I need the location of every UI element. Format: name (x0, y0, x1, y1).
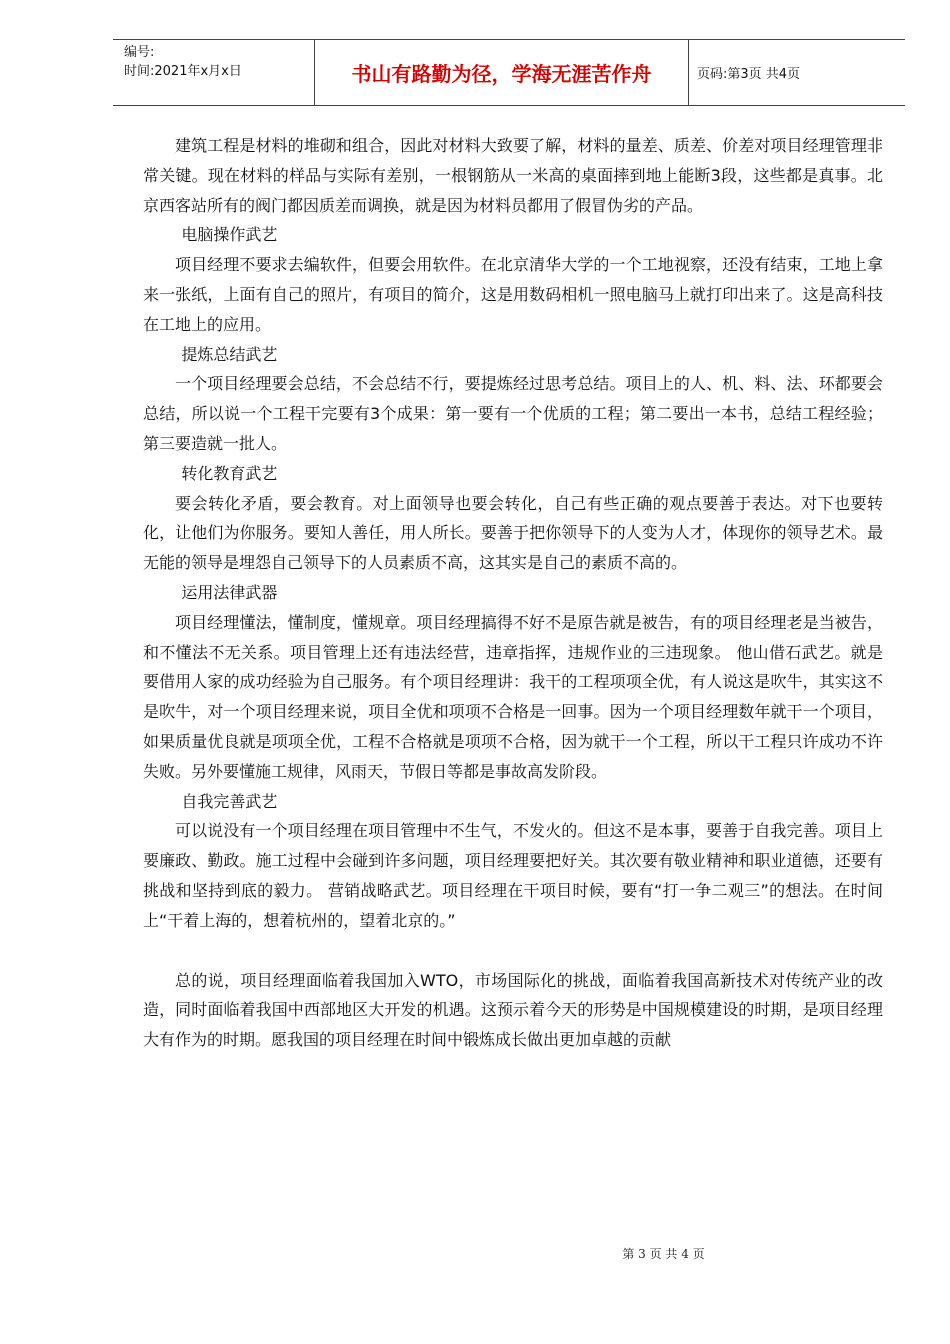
document-time-label: 时间:2021年x月x日 (124, 64, 242, 79)
header-meta (113, 40, 315, 105)
paragraph-gap (143, 936, 883, 966)
paragraph-education: 要会转化矛盾，要会教育。对上面领导也要会转化，自己有些正确的观点要善于表达。对下也要转化，让他们为你服务。要知人善任，用人所长。要善于把你领导下的人变为人才，体现你的领导艺术。最无能的领导是埋怨自己领导下的人员素质不高，这其实是自己的素质不高的。 (143, 493, 883, 573)
page-footer: 第 3 页 共 4 页 (622, 1247, 705, 1261)
paragraph-law: 项目经理懂法，懂制度，懂规章。项目经理搞得不好不是原告就是被告，有的项目经理老是当被告，和不懂法不无关系。项目管理上还有违法经营，违章指挥，违规作业的三违现象。 他山借石武艺。就是要借用人家的成功经验为自己服务。有个项目经理讲：我干的工程项项全优，有人说这是吹牛，其实这不是吹牛，对一个项目经理来说，项目全优和项项不合格是一回事。因为一个项目经理数年就干一个项目，如果质量优良就是项项全优，工程不合格就是项项不合格，因为就干一个工程，所以干工程只许成功不许失败。另外要懂施工规律，风雨天，节假日等都是事故高发阶段。 (143, 612, 883, 781)
section-heading-education: 转化教育武艺 (181, 463, 278, 483)
section-heading-self-improvement: 自我完善武艺 (181, 791, 278, 811)
document-body (143, 131, 883, 1055)
section-heading-law: 运用法律武器 (181, 582, 278, 602)
document-number-label: 编号: (124, 45, 155, 60)
header-motto: 书山有路勤为径，学海无涯苦作舟 (315, 40, 689, 105)
page-header (113, 39, 905, 106)
paragraph-conclusion: 总的说，项目经理面临着我国加入WTO，市场国际化的挑战，面临着我国高新技术对传统产业的改造，同时面临着我国中西部地区大开发的机遇。这预示着今天的形势是中国规模建设的时期，是项目经理大有作为的时期。愿我国的项目经理在时间中锻炼成长做出更加卓越的贡献 (143, 970, 883, 1050)
paragraph-computer: 项目经理不要求去编软件，但要会用软件。在北京清华大学的一个工地视察，还没有结束，工地上拿来一张纸，上面有自己的照片，有项目的简介，这是用数码相机一照电脑马上就打印出来了。这是高科技在工地上的应用。 (143, 255, 883, 334)
header-page-info: 页码:第3页 共4页 (697, 67, 801, 82)
paragraph-self-improvement: 可以说没有一个项目经理在项目管理中不生气，不发火的。但这不是本事，要善于自我完善。项目上要廉政、勤政。施工过程中会碰到许多问题，项目经理要把好关。其次要有敬业精神和职业道德，还要有挑战和坚持到底的毅力。 营销战略武艺。项目经理在干项目时候，要有“打一争二观三”的想法。在时间上“干着上海的，想着杭州的，望着北京的。” (143, 821, 883, 930)
paragraph-materials: 建筑工程是材料的堆砌和组合，因此对材料大致要了解，材料的量差、质差、价差对项目经理管理非常关键。现在材料的样品与实际有差别，一根钢筋从一米高的桌面摔到地上能断3段，这些都是真事。北京西客站所有的阀门都因质差而调换，就是因为材料员都用了假冒伪劣的产品。 (143, 136, 883, 215)
section-heading-computer: 电脑操作武艺 (181, 225, 278, 245)
paragraph-summary: 一个项目经理要会总结，不会总结不行，要提炼经过思考总结。项目上的人、机、料、法、环都要会总结，所以说一个工程干完要有3个成果：第一要有一个优质的工程；第二要出一本书，总结工程经验；第三要造就一批人。 (143, 374, 883, 453)
section-heading-summary: 提炼总结武艺 (181, 344, 278, 364)
